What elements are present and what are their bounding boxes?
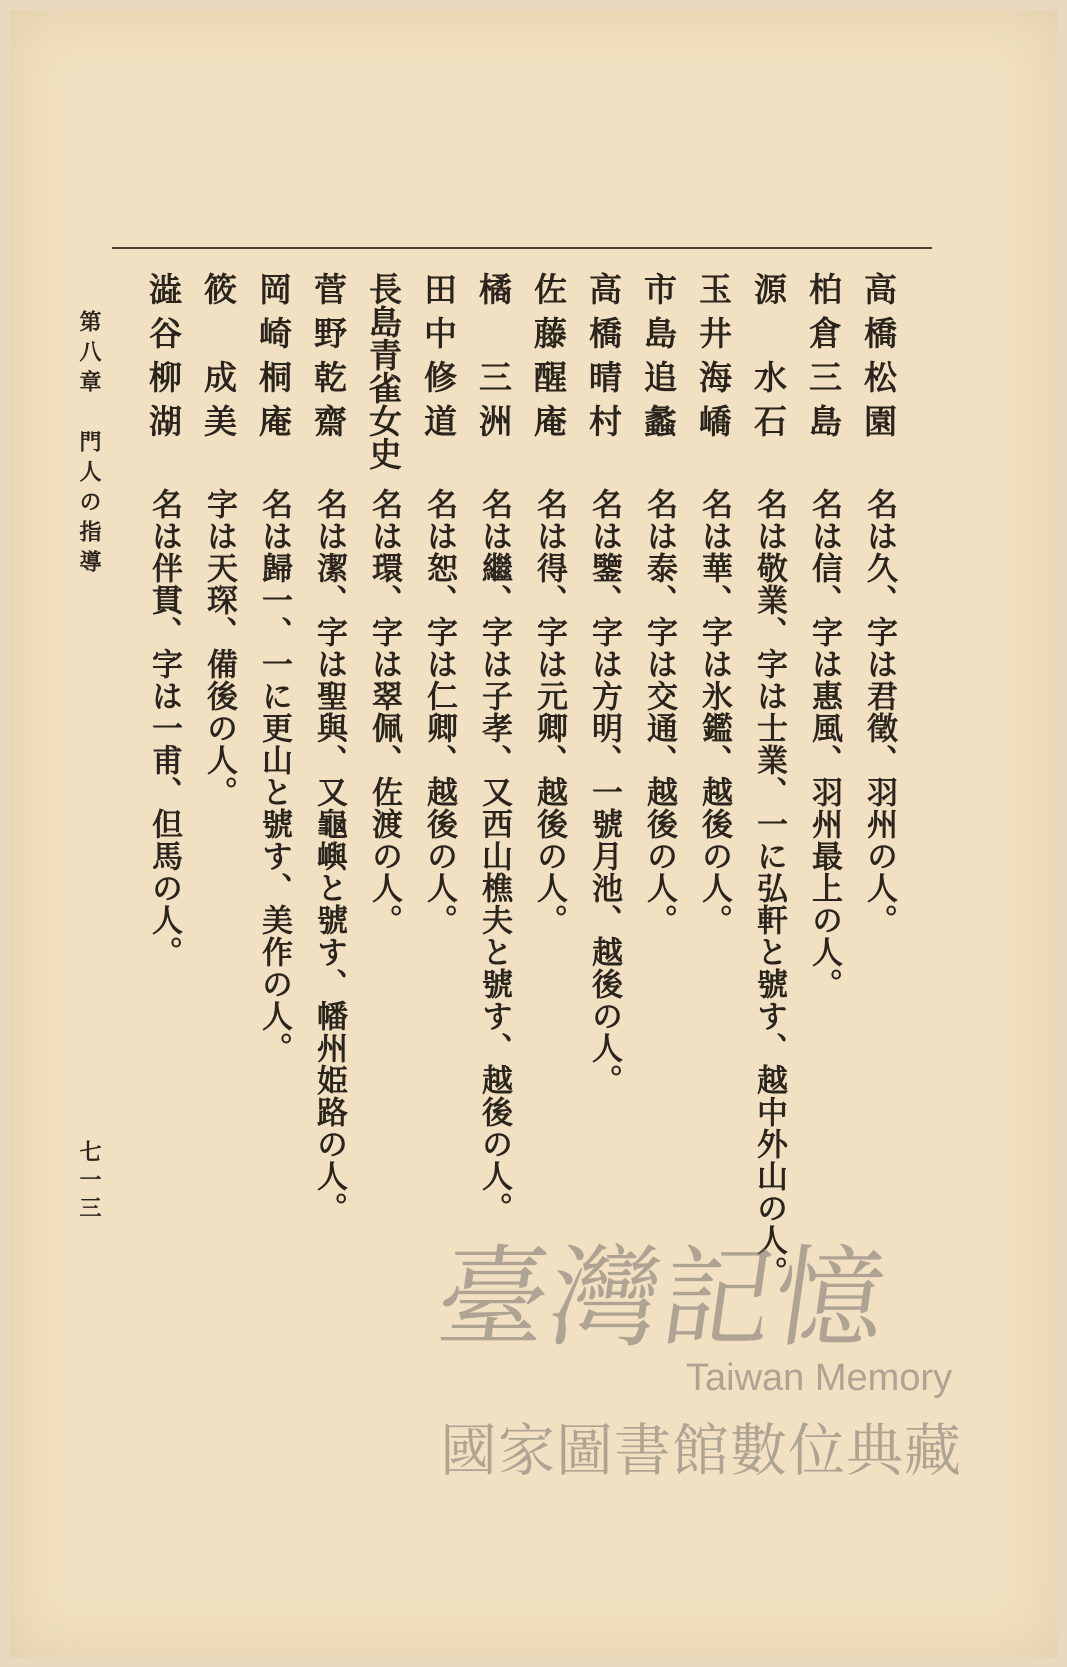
entry-name: 橘 三洲 [474, 272, 513, 448]
watermark-script: 臺灣記憶 [429, 1234, 896, 1362]
entry-name: 高橋松園 [859, 272, 898, 448]
entry-name: 菅野乾齋 [309, 272, 348, 448]
entry-name: 玉井海嶠 [694, 272, 733, 448]
entry-name: 田中修道 [419, 272, 458, 448]
entry-name: 佐藤醒庵 [529, 272, 568, 448]
entry-description: 名は恕、字は仁卿、越後の人。 [421, 488, 457, 936]
entry-description: 名は伴貫、字は一甫、但馬の人。 [146, 488, 182, 968]
watermark-chinese: 國家圖書館數位典藏 [440, 1418, 962, 1484]
entry-name: 源 水石 [749, 272, 788, 448]
entry-description: 名は繼、字は子孝、又西山樵夫と號す、越後の人。 [476, 488, 512, 1224]
header-rule [112, 247, 932, 249]
watermark [430, 1210, 990, 1540]
watermark-latin: Taiwan Memory [686, 1357, 953, 1399]
entry-name: 筱 成美 [199, 272, 238, 448]
entry-description: 名は得、字は元卿、越後の人。 [531, 488, 567, 936]
page-number: 七一三 [76, 1140, 102, 1224]
entry-description: 名は潔、字は聖與、又龜嶼と號す、幡州姫路の人。 [311, 488, 347, 1224]
entry-description: 名は敬業、字は士業、一に弘軒と號す、越中外山の人。 [751, 488, 787, 1288]
entry-description: 名は信、字は惠風、羽州最上の人。 [806, 488, 842, 1000]
entry-description: 字は天琛、備後の人。 [201, 488, 237, 808]
entry-description: 名は久、字は君徵、羽州の人。 [861, 488, 897, 936]
entry-description: 名は鑒、字は方明、一號月池、越後の人。 [586, 488, 622, 1096]
entry-description: 名は泰、字は交通、越後の人。 [641, 488, 677, 936]
entry-name: 岡崎桐庵 [254, 272, 293, 448]
entry-name: 市島追蠡 [639, 272, 678, 448]
entry-description: 名は歸一、一に更山と號す、美作の人。 [256, 488, 292, 1064]
entry-name: 高橋晴村 [584, 272, 623, 448]
entry-description: 名は華、字は氷鑑、越後の人。 [696, 488, 732, 936]
entry-name: 澁谷柳湖 [144, 272, 183, 448]
running-head: 第八章 門人の指導 [76, 310, 102, 580]
entry-description: 名は環、字は翠佩、佐渡の人。 [366, 488, 402, 936]
entry-name: 柏倉三島 [804, 272, 843, 448]
entry-name: 長島青雀女史 [364, 272, 403, 470]
